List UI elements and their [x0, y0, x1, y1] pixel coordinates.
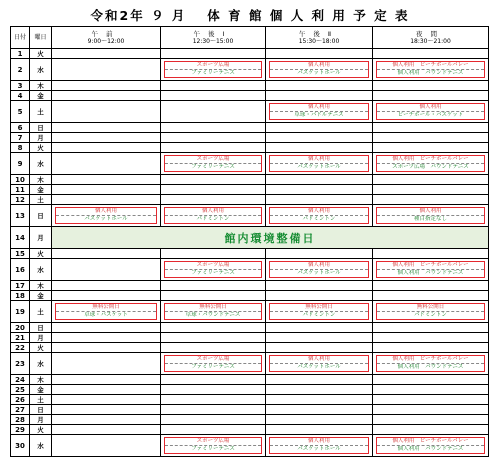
slot-cell [266, 175, 373, 185]
slot-cell [373, 385, 489, 395]
weekday-cell: 日 [30, 123, 52, 133]
weekday-cell: 木 [30, 175, 52, 185]
day-row [11, 405, 489, 415]
day-row [11, 205, 489, 227]
weekday-cell: 水 [30, 153, 52, 175]
event-type-label: スポーツ広場 [196, 156, 230, 162]
slot-cell [266, 281, 373, 291]
slot-cell [266, 101, 373, 123]
slot-name: 午後Ⅰ [193, 29, 233, 38]
day-row [11, 301, 489, 323]
event-activity-label: バスケットボール [270, 163, 368, 171]
event-activity-label: バスケットボール [270, 445, 368, 453]
slot-cell [52, 281, 161, 291]
date-cell: 8 [11, 143, 30, 153]
date-cell: 6 [11, 123, 30, 133]
slot-cell [373, 143, 489, 153]
slot-cell [266, 205, 373, 227]
weekday-cell: 火 [30, 425, 52, 435]
slot-time: 9:00～12:00 [87, 37, 125, 45]
slot-cell [266, 301, 373, 323]
slot-cell [266, 49, 373, 59]
event-type-label: 個人利用 [307, 262, 330, 268]
slot-cell [373, 395, 489, 405]
day-row [11, 153, 489, 175]
event-activity-label: 卓球・バウンドテニス [165, 311, 261, 319]
slot-cell [266, 385, 373, 395]
event-box [164, 207, 262, 224]
day-row [11, 91, 489, 101]
day-row [11, 425, 489, 435]
event-type-label: 個人利用 [307, 438, 330, 444]
weekday-cell: 金 [30, 91, 52, 101]
slot-cell [373, 123, 489, 133]
event-type-label: 無料公開日 [92, 304, 120, 310]
event-box [269, 261, 369, 278]
slot-cell [52, 185, 161, 195]
day-row [11, 195, 489, 205]
slot-cell [266, 333, 373, 343]
day-row [11, 353, 489, 375]
slot-cell [52, 91, 161, 101]
weekday-cell: 火 [30, 343, 52, 353]
slot-cell [266, 415, 373, 425]
day-row [11, 143, 489, 153]
event-type-label: 個人利用 [94, 208, 117, 214]
slot-cell [266, 395, 373, 405]
day-row [11, 281, 489, 291]
slot-cell [52, 59, 161, 81]
slot-cell [373, 323, 489, 333]
slot-cell [266, 123, 373, 133]
slot-cell [52, 195, 161, 205]
slot-cell [52, 405, 161, 415]
slot-cell [161, 49, 266, 59]
date-cell: 18 [11, 291, 30, 301]
weekday-cell: 月 [30, 133, 52, 143]
date-cell: 29 [11, 425, 30, 435]
weekday-cell: 火 [30, 249, 52, 259]
slot-cell [373, 301, 489, 323]
weekday-cell: 日 [30, 205, 52, 227]
weekday-cell: 日 [30, 405, 52, 415]
slot-cell [266, 249, 373, 259]
slot-cell [161, 101, 266, 123]
slot-cell [52, 301, 161, 323]
slot-cell [373, 133, 489, 143]
event-type-label: スポーツ広場 [196, 438, 230, 444]
weekday-cell: 月 [30, 415, 52, 425]
slot-time: 18:30～21:00 [410, 37, 451, 45]
event-type-label: 個人利用 ビーチボールバレー [392, 356, 469, 362]
date-cell: 1 [11, 49, 30, 59]
slot-cell [52, 81, 161, 91]
slot-cell [52, 143, 161, 153]
day-row [11, 375, 489, 385]
slot-header-morning [52, 27, 161, 49]
date-cell: 24 [11, 375, 30, 385]
event-box [376, 207, 485, 224]
slot-cell [373, 375, 489, 385]
day-row [11, 185, 489, 195]
day-row [11, 249, 489, 259]
slot-name: 午前 [91, 29, 121, 38]
weekday-cell: 火 [30, 49, 52, 59]
slot-cell [266, 91, 373, 101]
weekday-cell: 日 [30, 323, 52, 333]
slot-cell [52, 153, 161, 175]
slot-cell [373, 195, 489, 205]
day-row [11, 133, 489, 143]
slot-cell [266, 405, 373, 415]
slot-cell [161, 425, 266, 435]
event-activity-label: バドミントン [165, 215, 261, 223]
event-activity-label: バスケットボール [270, 363, 368, 371]
day-row [11, 333, 489, 343]
slot-cell [161, 301, 266, 323]
date-cell: 25 [11, 385, 30, 395]
slot-cell [161, 195, 266, 205]
slot-cell [52, 291, 161, 301]
slot-cell [161, 435, 266, 457]
weekday-column-header: 曜日 [30, 27, 52, 49]
date-cell: 15 [11, 249, 30, 259]
weekday-cell: 金 [30, 385, 52, 395]
event-type-label: 無料公開日 [199, 304, 227, 310]
slot-cell [161, 281, 266, 291]
event-box [164, 355, 262, 372]
slot-cell [373, 81, 489, 91]
slot-cell [52, 375, 161, 385]
slot-cell [52, 353, 161, 375]
date-cell: 2 [11, 59, 30, 81]
event-box [269, 207, 369, 224]
event-box [164, 261, 262, 278]
date-cell: 17 [11, 281, 30, 291]
event-box [164, 303, 262, 320]
day-row [11, 323, 489, 333]
event-activity-label: 個人利用 バウンドテニス [377, 269, 484, 277]
slot-cell [161, 259, 266, 281]
weekday-cell: 木 [30, 81, 52, 91]
event-box [376, 303, 485, 320]
slot-cell [373, 249, 489, 259]
slot-cell [373, 205, 489, 227]
slot-cell [373, 59, 489, 81]
event-box [376, 61, 485, 78]
slot-cell [266, 425, 373, 435]
day-row [11, 415, 489, 425]
event-activity-label: ファミリーテニス [165, 269, 261, 277]
slot-cell [161, 91, 266, 101]
slot-cell [161, 333, 266, 343]
slot-cell [266, 133, 373, 143]
slot-cell [161, 343, 266, 353]
slot-cell [161, 175, 266, 185]
event-type-label: 個人利用 ビーチボールバレー [392, 156, 469, 162]
event-type-label: 個人利用 ビーチボールバレー [392, 438, 469, 444]
slot-cell [161, 385, 266, 395]
slot-cell [266, 353, 373, 375]
event-box [269, 355, 369, 372]
event-activity-label: 個人利用 バウンドテニス [377, 445, 484, 453]
date-cell: 27 [11, 405, 30, 415]
event-type-label: スポーツ広場 [196, 356, 230, 362]
weekday-cell: 土 [30, 101, 52, 123]
slot-cell [373, 259, 489, 281]
event-box [269, 103, 369, 120]
slot-cell [373, 435, 489, 457]
event-box [55, 207, 157, 224]
event-type-label: 個人利用 ビーチボールバレー [392, 62, 469, 68]
event-activity-label: ビーチボール・バスケット [377, 111, 484, 119]
slot-cell [52, 249, 161, 259]
weekday-cell: 水 [30, 59, 52, 81]
date-cell: 23 [11, 353, 30, 375]
event-type-label: 無料公開日 [416, 304, 445, 310]
event-activity-label: 個人利用 バウンドテニス [377, 69, 484, 77]
slot-time: 15:30～18:00 [298, 37, 340, 45]
date-cell: 30 [11, 435, 30, 457]
event-activity-label: ファミリーテニス [165, 69, 261, 77]
date-cell: 22 [11, 343, 30, 353]
event-activity-label: バスケットボール [56, 215, 156, 223]
slot-header-afternoon-1 [161, 27, 266, 49]
event-box [269, 303, 369, 320]
slot-cell [373, 101, 489, 123]
slot-cell [52, 333, 161, 343]
event-activity-label: 個人利用 バウンドテニス [377, 363, 484, 371]
slot-cell [161, 205, 266, 227]
day-row [11, 123, 489, 133]
day-row [11, 385, 489, 395]
slot-cell [52, 175, 161, 185]
weekday-cell: 月 [30, 227, 52, 249]
slot-cell [266, 59, 373, 81]
slot-cell [161, 143, 266, 153]
event-activity-label: バスケットボール [270, 269, 368, 277]
day-row [11, 81, 489, 91]
slot-cell [52, 415, 161, 425]
slot-cell [266, 143, 373, 153]
event-type-label: 個人利用 [419, 104, 442, 110]
event-type-label: 個人利用 [307, 208, 330, 214]
weekday-cell: 木 [30, 375, 52, 385]
weekday-cell: 水 [30, 259, 52, 281]
event-box [269, 155, 369, 172]
slot-cell [161, 291, 266, 301]
day-row [11, 59, 489, 81]
event-activity-label: ファミリーテニス [165, 445, 261, 453]
date-cell: 20 [11, 323, 30, 333]
weekday-cell: 土 [30, 195, 52, 205]
day-row [11, 395, 489, 405]
event-activity-label: 卓球・バスケット [56, 311, 156, 319]
slot-cell [52, 395, 161, 405]
weekday-cell: 金 [30, 291, 52, 301]
event-box [269, 61, 369, 78]
slot-cell [161, 353, 266, 375]
event-activity-label: ファミリーテニス [165, 363, 261, 371]
slot-cell [373, 153, 489, 175]
day-row [11, 175, 489, 185]
event-type-label: 個人利用 [307, 104, 330, 110]
slot-cell [373, 185, 489, 195]
slot-cell [161, 133, 266, 143]
day-row [11, 259, 489, 281]
slot-cell [373, 175, 489, 185]
slot-cell [266, 195, 373, 205]
slot-cell [161, 81, 266, 91]
event-box [164, 155, 262, 172]
slot-cell [266, 323, 373, 333]
event-type-label: 無料公開日 [305, 304, 333, 310]
event-activity-label: バドミントン [270, 311, 368, 319]
slot-cell [161, 415, 266, 425]
slot-cell [161, 323, 266, 333]
slot-cell [373, 405, 489, 415]
slot-cell [266, 375, 373, 385]
slot-cell [373, 415, 489, 425]
slot-cell [161, 59, 266, 81]
slot-cell [52, 425, 161, 435]
slot-cell [52, 49, 161, 59]
event-box [164, 437, 262, 454]
slot-header-night [373, 27, 489, 49]
slot-cell [373, 49, 489, 59]
date-column-header: 日付 [11, 27, 30, 49]
day-row [11, 343, 489, 353]
slot-cell [373, 91, 489, 101]
slot-cell [266, 259, 373, 281]
day-row [11, 227, 489, 249]
event-type-label: スポーツ広場 [196, 62, 230, 68]
slot-cell [266, 185, 373, 195]
slot-cell [266, 343, 373, 353]
slot-cell [161, 185, 266, 195]
slot-cell [52, 123, 161, 133]
date-cell: 10 [11, 175, 30, 185]
date-cell: 3 [11, 81, 30, 91]
weekday-cell: 月 [30, 333, 52, 343]
date-cell: 11 [11, 185, 30, 195]
weekday-cell: 金 [30, 185, 52, 195]
date-cell: 9 [11, 153, 30, 175]
event-activity-label: バスケットボール [270, 69, 368, 77]
date-cell: 12 [11, 195, 30, 205]
slot-cell [161, 395, 266, 405]
event-activity-label: スポーツ広場 バウンドテニス [377, 163, 484, 171]
event-type-label: 個人利用 [307, 62, 330, 68]
weekday-cell: 土 [30, 395, 52, 405]
day-row [11, 101, 489, 123]
date-cell: 14 [11, 227, 30, 249]
weekday-cell: 火 [30, 143, 52, 153]
event-type-label: 個人利用 ビーチボールバレー [392, 262, 469, 268]
event-activity-label: 種目指定なし [377, 215, 484, 223]
slot-cell [52, 343, 161, 353]
event-box [376, 355, 485, 372]
slot-cell [266, 153, 373, 175]
date-cell: 21 [11, 333, 30, 343]
event-activity-label: ファミリーテニス [165, 163, 261, 171]
weekday-cell: 木 [30, 281, 52, 291]
date-cell: 7 [11, 133, 30, 143]
date-cell: 13 [11, 205, 30, 227]
slot-cell [52, 133, 161, 143]
slot-cell [373, 291, 489, 301]
weekday-cell: 水 [30, 353, 52, 375]
slot-cell [52, 385, 161, 395]
slot-cell [266, 81, 373, 91]
slot-cell [161, 153, 266, 175]
event-type-label: 個人利用 [201, 208, 224, 214]
date-cell: 16 [11, 259, 30, 281]
slot-cell [266, 435, 373, 457]
date-cell: 4 [11, 91, 30, 101]
slot-time: 12:30～15:00 [192, 37, 234, 45]
slot-cell [373, 333, 489, 343]
slot-name: 午後Ⅱ [298, 29, 340, 38]
page-title: 令和2年 ９ 月 体 育 館 個 人 利 用 予 定 表 [90, 8, 410, 23]
slot-cell [161, 123, 266, 133]
header-row [11, 27, 489, 49]
slot-cell [373, 425, 489, 435]
date-cell: 26 [11, 395, 30, 405]
weekday-cell: 土 [30, 301, 52, 323]
event-box [55, 303, 157, 320]
slot-name: 夜間 [416, 29, 445, 38]
event-type-label: スポーツ広場 [196, 262, 230, 268]
slot-cell [161, 405, 266, 415]
maintenance-day-banner: 館内環境整備日 [52, 227, 489, 249]
slot-cell [52, 259, 161, 281]
event-box [376, 437, 485, 454]
date-cell: 19 [11, 301, 30, 323]
day-row [11, 49, 489, 59]
slot-cell [52, 435, 161, 457]
slot-cell [161, 375, 266, 385]
slot-cell [52, 101, 161, 123]
event-activity-label: 卓球・バドルテニス [270, 111, 368, 119]
event-type-label: 個人利用 [307, 156, 330, 162]
slot-cell [373, 353, 489, 375]
date-cell: 5 [11, 101, 30, 123]
event-activity-label: バドミントン [270, 215, 368, 223]
date-cell: 28 [11, 415, 30, 425]
schedule-table [10, 26, 489, 457]
slot-cell [373, 343, 489, 353]
slot-cell [52, 323, 161, 333]
event-activity-label: バドミントン [377, 311, 484, 319]
slot-cell [373, 281, 489, 291]
event-type-label: 個人利用 [307, 356, 330, 362]
day-row [11, 291, 489, 301]
event-box [376, 261, 485, 278]
event-box [269, 437, 369, 454]
event-type-label: 個人利用 [419, 208, 442, 214]
event-box [376, 103, 485, 120]
slot-cell [161, 249, 266, 259]
slot-cell [266, 291, 373, 301]
day-row [11, 435, 489, 457]
slot-header-afternoon-2 [266, 27, 373, 49]
weekday-cell: 水 [30, 435, 52, 457]
slot-cell [52, 205, 161, 227]
event-box [164, 61, 262, 78]
event-box [376, 155, 485, 172]
